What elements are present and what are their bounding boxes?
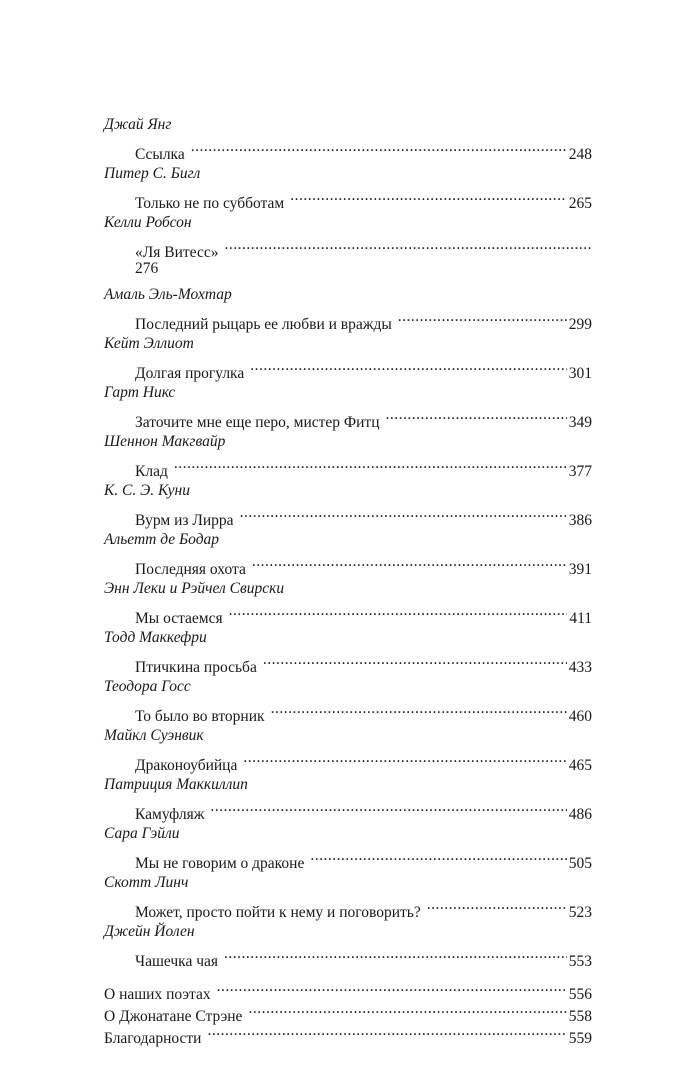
toc-author: Шеннон Макгвайр [104,433,226,450]
toc-title: Вурм из Лирра [135,512,234,529]
toc-entry [104,283,592,333]
toc-author: Сара Гэйли [104,825,180,842]
toc-title: Заточите мне еще перо, мистер Фитц [135,414,380,431]
toc-leader-dots [398,306,567,329]
toc-leader-dots [210,796,566,819]
toc-author: К. С. Э. Куни [104,482,190,499]
toc-page-number: 276 [135,260,159,277]
toc-entry [104,871,592,921]
toc-line[interactable] [104,649,592,676]
toc-author: Джейн Йолен [104,923,195,940]
toc-title: Может, просто пойти к нему и поговорить? [135,904,421,921]
toc-page-number: 486 [568,806,592,823]
toc-line[interactable] [104,943,592,970]
toc-leader-dots [290,185,567,208]
toc-entry [104,211,592,280]
toc-title: Долгая прогулка [135,365,245,382]
toc-line[interactable] [104,355,592,382]
toc-title: Чашечка чая [135,953,219,970]
toc-page-number: 301 [568,365,592,382]
toc-entry [104,162,592,212]
toc-entry [104,381,592,431]
toc-title: «Ля Витесс» [135,244,219,261]
toc-entry [104,430,592,480]
toc-page-number: 559 [568,1030,592,1047]
toc-title: Клад [135,463,168,480]
toc-entry [104,773,592,823]
toc-line[interactable] [104,453,592,480]
toc-author: Патриция Маккиллип [104,776,248,793]
toc-author: Альетт де Бодар [104,531,220,548]
toc-title: Мы остаемся [135,610,223,627]
toc-author: Джай Янг [104,116,172,133]
toc-page-number: 433 [568,659,592,676]
toc-line[interactable] [104,404,592,431]
toc-author: Скотт Линч [104,874,189,891]
toc-line[interactable] [104,894,592,921]
toc-leader-dots [224,234,592,257]
toc-leader-dots [207,1020,566,1043]
toc-entry [104,675,592,725]
toc-page-number: 386 [568,512,592,529]
toc-leader-dots [248,998,566,1021]
toc-entry [104,113,592,163]
toc-author: Кейт Эллиот [104,335,194,352]
toc-title: Камуфляж [135,806,205,823]
toc-entry [104,822,592,872]
table-of-contents [104,113,592,1047]
toc-page-number: 377 [568,463,592,480]
toc-entry [104,626,592,676]
toc-page-number: 465 [568,757,592,774]
toc-author: Гарт Никс [104,384,176,401]
toc-leader-dots [271,698,567,721]
toc-title: То было во вторник [135,708,265,725]
toc-line[interactable] [104,234,592,261]
toc-leader-dots [427,894,567,917]
toc-line[interactable] [104,136,592,163]
toc-line[interactable] [104,185,592,212]
toc-leader-dots [263,649,567,672]
toc-author: Келли Робсон [104,214,192,231]
toc-author: Майкл Суэнвик [104,727,204,744]
toc-page-number: 505 [568,855,592,872]
toc-page-number: 349 [568,414,592,431]
toc-leader-dots [217,976,567,999]
toc-line[interactable] [104,845,592,872]
toc-page-number: 265 [568,195,592,212]
toc-line[interactable] [104,600,592,627]
toc-line[interactable] [104,747,592,774]
toc-title: О Джонатане Стрэне [104,1008,243,1025]
toc-line[interactable] [104,976,592,1003]
toc-entry [104,724,592,774]
toc-leader-dots [243,747,566,770]
toc-leader-dots [229,600,568,623]
toc-entry [104,528,592,578]
toc-title: Последняя охота [135,561,246,578]
toc-entry [104,332,592,382]
toc-leader-dots [191,136,567,159]
toc-author: Питер С. Бигл [104,165,201,182]
toc-page-number: 553 [568,953,592,970]
toc-page-number: 556 [568,986,592,1003]
toc-leader-dots [252,551,567,574]
toc-author: Амаль Эль-Мохтар [104,286,232,303]
toc-line[interactable] [104,306,592,333]
toc-line[interactable] [104,796,592,823]
toc-page-number: 391 [568,561,592,578]
toc-page-number: 248 [568,146,592,163]
toc-entry [104,577,592,627]
toc-title: О наших поэтах [104,986,211,1003]
toc-page-number: 523 [568,904,592,921]
toc-leader-dots [224,943,567,966]
toc-line[interactable] [104,551,592,578]
toc-title: Ссылка [135,146,185,163]
toc-line[interactable] [104,502,592,529]
toc-appendix [104,976,592,1047]
toc-page-number: 411 [569,610,592,627]
toc-author: Теодора Госс [104,678,191,695]
toc-title: Драконоубийца [135,757,238,774]
toc-author: Энн Леки и Рэйчел Свирски [104,580,285,597]
toc-entry [104,920,592,970]
toc-leader-dots [386,404,567,427]
toc-leader-dots [174,453,567,476]
toc-title: Мы не говорим о драконе [135,855,305,872]
toc-line[interactable] [104,698,592,725]
toc-title: Благодарности [104,1030,202,1047]
toc-leader-dots [240,502,567,525]
toc-author: Тодд Маккефри [104,629,207,646]
toc-leader-dots [250,355,567,378]
toc-title: Только не по субботам [135,195,285,212]
toc-page-number: 558 [568,1008,592,1025]
toc-leader-dots [310,845,566,868]
toc-entry [104,479,592,529]
toc-page-number: 299 [568,316,592,333]
toc-title: Птичкина просьба [135,659,257,676]
toc-title: Последний рыцарь ее любви и вражды [135,316,392,333]
toc-page-number: 460 [568,708,592,725]
